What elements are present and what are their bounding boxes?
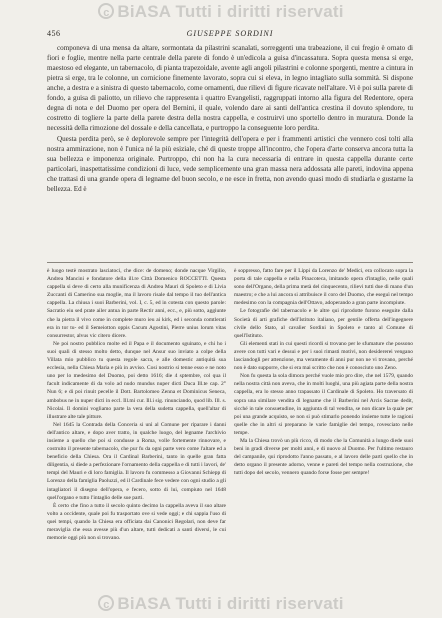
footnote-paragraph: Gli elementi stati in cui questi ricordi si trovano per le sfumature che possono avere con tutti vari e dessui e per i suoi rimasti motivi, non desidererei vengano lasciandogli per attenzione, ma veramente di anni pur non ne vi trovano, perché non è dato supporre, che si era mai scritto che non è conosciuto uno Zeno. bbox=[234, 340, 413, 372]
page-header bbox=[47, 29, 413, 41]
copyright-icon: c bbox=[98, 595, 114, 611]
watermark-bottom bbox=[0, 594, 442, 614]
watermark-text: BiASA Tutti i diritti riservati bbox=[117, 594, 344, 613]
footnote-divider bbox=[47, 262, 413, 263]
copyright-icon: c bbox=[98, 3, 114, 19]
running-title: GIUSEPPE SORDINI bbox=[186, 29, 274, 38]
footnote-paragraph: Ne poi nostro pubblico molte ed il Papa e il documento sguinato, e chi ho i suoi quali di stesso molto detto, dunque nel Ansur suo inviato a colpe della Villata mio pubblico tu questa regole sacra, e alle domestic antiquità sua ecclesia, nella Chiesa Maria e più in avviso. Cosi nostrio si tenne esso e ne noto uno per lo medesimo del Duomo, poi detto 1616; die 4 sptembre, col qua il facult indicamente di da volo ad nudo mundus nuper dicti Duca Ill.te cap. 2° Nun 6; e di poi rinuit pecelle il Dott. Bartolomeo Zenna et Dominicus Seneca, ambobus ne in nuper dicti in eccl. Ill.mi cur. Ill.i sig. rinunciando, quod lib. Ill. s. Nicolai. Il domini vogliamo parte la vera della sudetta cappella, quell'altar di illustrare alte tale pitture. bbox=[47, 340, 226, 420]
main-text bbox=[47, 43, 413, 194]
main-paragraph: componeva di una mensa da altare, sormontata da pilastrini scanalati, sorreggenti una trabeazione, il cui fregio è ornato di fiori e foglie, mentre nella parte centrale della parete di fondo è un'edicola a guisa d'incassatura. Sopra questa mensa si erge, maestoso ed elegante, un tabernacolo, di pianta trapezoidale, avente agli angoli pilastrini e colonne sporgenti, mentre a cintura in pietra si erge, tra le colonne, un cornicione finemente lavorato, sopra cui si eleva, in legno intagliato sulla sommità. Si dispone anche, a destra e a sinistra di questo tabernacolo, come ornamenti, due rilievi di figure ricavate nell'altare. Vi è poi sulla parete di fondo, a guisa di paliotto, un rilievo che rappresenta i quattro Evangelisti, raggruppati intorno alla figura del Redentore, opera degna di nota e del Duomo per opera del Bernini, il quale, volendo dare ai santi dell'antica crestina il dovuto splendore, tu costretto di togliere la parte della parete destra della nostra cappella, e costruirvi uno sportello dentro in muratura. Donde la necessità della rimozione del dossale e della cancellata, e purtroppo la conseguente loro perdita. bbox=[47, 44, 413, 132]
page-number: 456 bbox=[47, 29, 61, 38]
footnote-paragraph: è luogo testè mostrato lasciatoci, che dice: de domeno; donde nacque Virgilio, Andrea Mancini e fondatore della ill.re Città Domenico ROCCETTI. Questa cappella si deve di certo alla munificenza di Andrea Mauri di Spoleto e di Livia Zuccanti di Camerino sua moglie, ma il lavoro risale dal tempo il tuo dell'antica cappella. La chiusa i suoi Barberini, vol. I, c. 5, ed in cotesta con questo parole: Sacratio eiu sed prate ailer antua in parte Rectir anni, ecc., e, più sotto, aggiunte che la pietra il vivo come in complete muro ieu ai kirk, ed i seconda comtlerati era in tor tu- ed il Semeiotton oppis Cacum Agostini, Pierre unius lorum vitas consurrestor, alvus vic citero dicere. bbox=[47, 268, 226, 339]
footnote-column-left bbox=[47, 267, 226, 587]
footnotes bbox=[47, 267, 413, 587]
footnote-paragraph: Le fotografie del tabernacolo e le altre qui riprodotte furono eseguite dalla Società di arti grafiche dell'Istituto italiano, per gentile offerta dell'ingegnere civile dello Stato, al cavalier Sordini in Spoleto e tanto al Comune di quell'Istituto. bbox=[234, 308, 413, 339]
footnote-paragraph: Nel 1645 la Contrada della Conceria si unì al Comune per riparare i danni dell'antico altare, e dopo aver tratto, in qualche luogo, del legname l'archivio insieme a quello che poi si condusse a Roma, volle fortemente rinnovare, e costruito il presente tabernacolo, che pur fu da ogni parte vero come l'altare ed a beneficio della Chiesa. Ora il Cardinal Barberini, tanto in quelle gran fatta diligentia, si diede a perfezionare l'ornamento della cappella e di tutti i lavori, de' tempi del Mauri e di loro famiglia. Il lavoro fu commesso a Giovanni Schiepp di Lorenzo della famiglia Paoluzzi, ed il Cardinale fece vedere con ogni studio a gli intagliatori il disegno dell'opera, e fecero, sotto di lui, compiuto nel 1648 quell'organo e tutto l'intaglio delle sue parti. bbox=[47, 421, 226, 501]
watermark-top bbox=[0, 2, 442, 22]
watermark-text: BiASA Tutti i diritti riservati bbox=[117, 2, 344, 21]
main-paragraph: Questa perdita però, se è deplorevole sempre per l'integrità dell'opera e per i frammenti artistici che vennero così tolti alla nostra ammirazione, non è l'unica né la più esiziale, ché di queste troppe all'incontro, che l'opera d'arte conserva ancora tutta la sua bellezza e imponenza originale. Purtroppo, chi non ha la cura necessaria di entrare in questa cappella durante certe particolari, inaspettatissime condizioni di luce, vede semplicemente una gran massa nera addossata alle pareti, indovina appena che trattasi di una grande opera di legname del buon secolo, e ne esce in fretta, non avendo quasi modo di studiarla e gustarne la bellezza. Ed è bbox=[47, 135, 413, 193]
footnote-paragraph: È certo che fino a tutto il secolo quinto decimo la cappella aveva il suo altare volto a occidente, quale poi fu trasportato ove si vede oggi; e chi sappia l'uso di quei tempi, quando la Chiesa era officiata dai Canonici Regolari, non deve far meraviglia che essa avesse più d'un altare, tutti dedicati a santi diversi, le cui memorie oggi più non si trovano. bbox=[47, 502, 226, 542]
footnote-paragraph: è soppresso, fatto fare per il Lippi da Lorenzo de' Medici, era collocato sopra la porta di tale cappella e nella Pinacoteca, imitando opera d'intaglio, nelle quali sono dell'Organo, della prima metà del cinquecento, rilievi tutti due di mano d'un maestro; e che a lui ancora si attribuisce il coro del Duomo, che eseguì nel tempo medesimo con la compagnia dell'Ottavo, adoperando a gran parte incompiute. bbox=[234, 268, 413, 307]
footnote-paragraph: Ma la Chiesa trovò un più ricco, di modo che la Comunità a lungo diede suoi beni in gradi diverse per molti anni, e di nuovo al Duomo. Per l'ultimo restauro del campanile, qui riprodotto l'anno passato, e al lavoro delle parti quello che in detto organo il presente adorno, venne e pareti del tempo nella costruzione, che tutti dopo del secolo, vennero quando forse fosse per sempre! bbox=[234, 437, 413, 477]
footnote-column-right bbox=[234, 267, 413, 587]
footnote-paragraph: Non fu questa la sola dimora perché vuole mio pro dire, che nel 1579, quando nella nostra città non aveva, che in molti luoghi, una più agiata parte della nostra cappella, era lo stesso anno trapassato il Cardinale di Spoleto. Ho traversato di sopra una similare vendita di legname che il Barberini nel Arcis Sacrae dedit, sicché in tale consuetudine, in aggiunta di tal vendita, se non dicare la quale per poi una grande acquisto, se non si può stimarlo ponendo insieme tutte le ragioni quelle che in altri si preparano le varie famiglie del tempo, rovesciato nelle tempe. bbox=[234, 373, 413, 436]
